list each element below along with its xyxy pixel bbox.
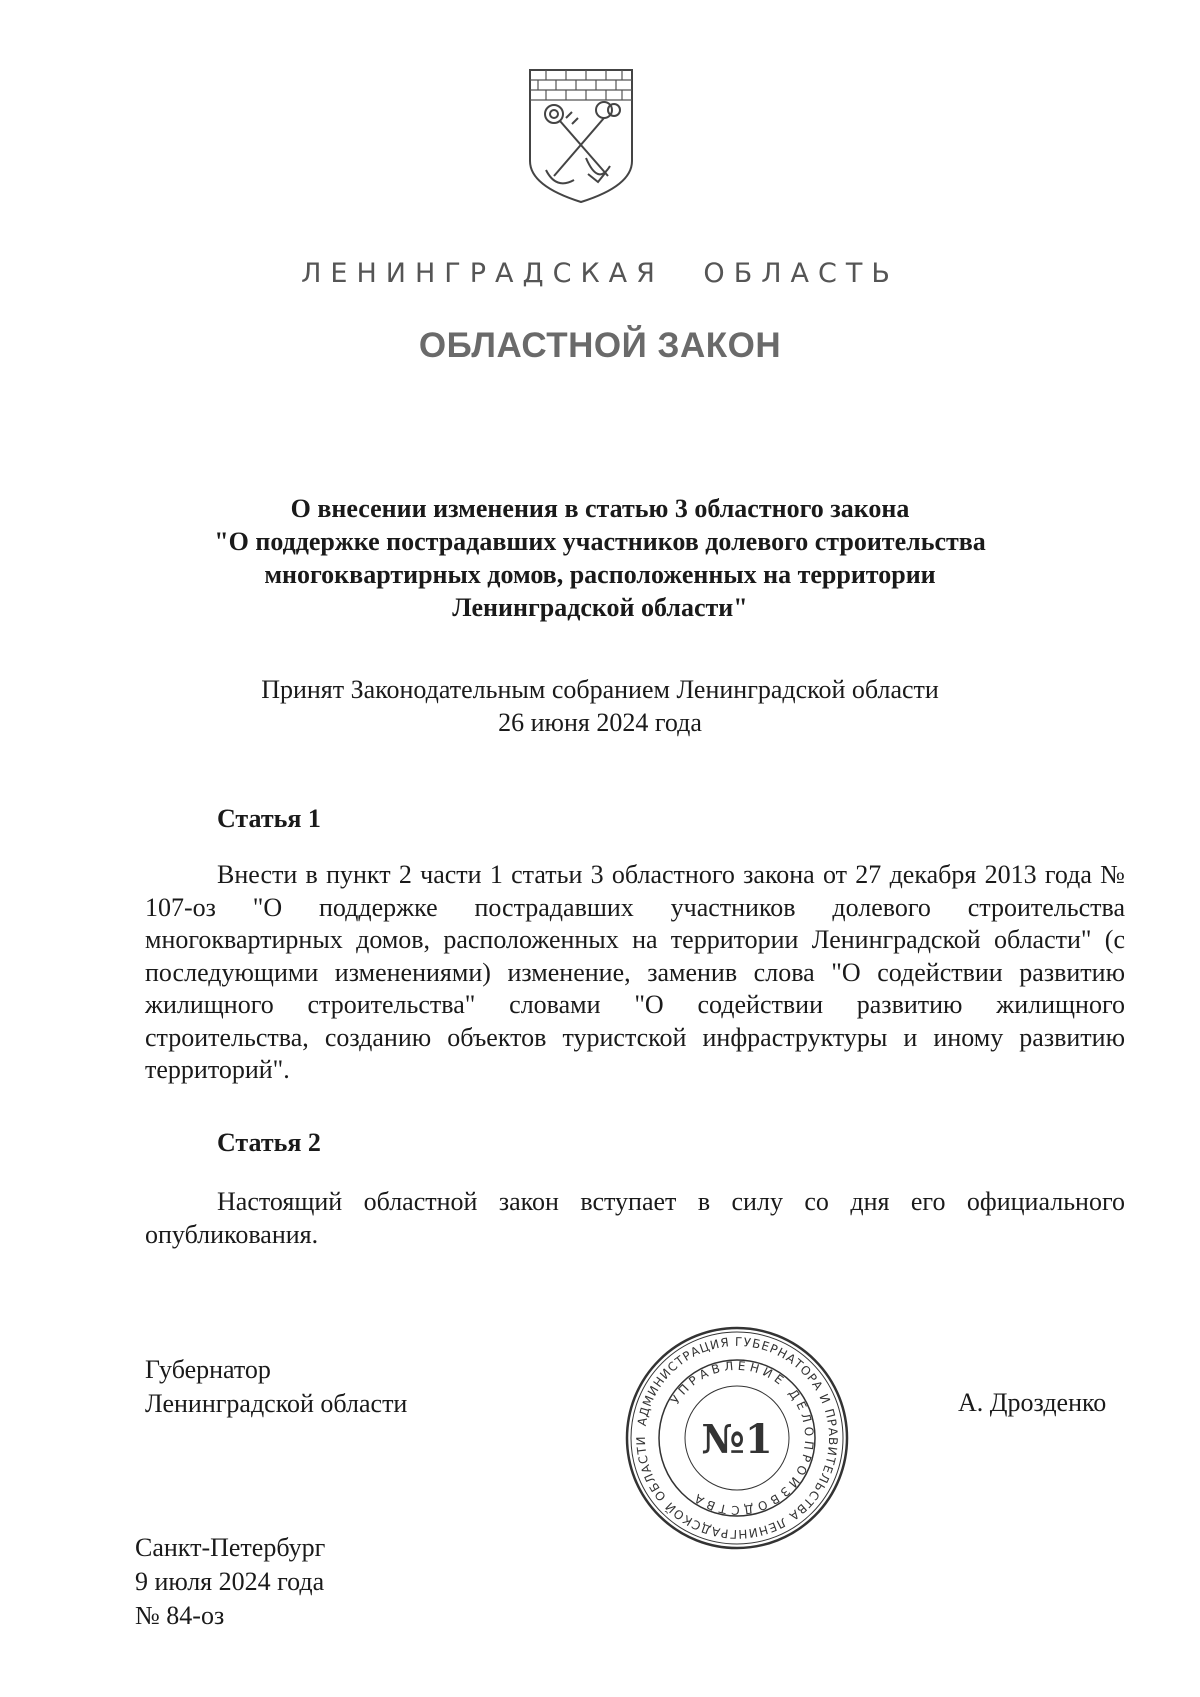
signatory-title: Губернатор [145, 1355, 271, 1384]
official-seal [624, 1325, 850, 1551]
adoption-body: Принят Законодательным собранием Ленинградской области [261, 675, 939, 704]
document-type: ОБЛАСТНОЙ ЗАКОН [418, 326, 782, 365]
article-2-text: Настоящий областной закон вступает в силу со дня его официального опубликования. [145, 1187, 1125, 1249]
signatory-name: А. Дрозденко [958, 1388, 1107, 1417]
law-number: № 84-оз [135, 1601, 225, 1630]
signatory-region: Ленинградской области [145, 1389, 408, 1418]
law-title [150, 492, 1050, 624]
signing-date: 9 июля 2024 года [135, 1567, 325, 1596]
region-name: ЛЕНИНГРАДСКАЯ ОБЛАСТЬ [301, 258, 899, 289]
seal-number: №1 [701, 1416, 773, 1463]
article-2-heading: Статья 2 [217, 1128, 321, 1157]
signatory-position [145, 1353, 407, 1421]
law-title-line: О внесении изменения в статью 3 областного закона [290, 494, 910, 523]
law-title-line: многоквартирных домов, расположенных на территории [264, 560, 936, 589]
adoption-date: 26 июня 2024 года [498, 708, 702, 737]
law-title-line: "О поддержке пострадавших участников долевого строительства [214, 527, 986, 556]
article-1-heading: Статья 1 [217, 804, 321, 833]
article-1-text: Внести в пункт 2 части 1 статьи 3 областного закона от 27 декабря 2013 года № 107-оз "О поддержке пострадавших участников долевого строительства многоквартирных домов, расположенных на территории Ленинградской области" (с последующими изменениями) изменение, заменив слова "О содействии развитию жилищного строительства" словами "О содействии развитию жилищного строительства, созданию объектов туристской инфраструктуры и иному развитию территорий". [145, 860, 1125, 1084]
seal-outer-text: АДМИНИСТРАЦИЯ ГУБЕРНАТОРА И ПРАВИТЕЛЬСТВА ЛЕНИНГРАДСКОЙ ОБЛАСТИ [633, 1334, 841, 1542]
signing-city: Санкт-Петербург [135, 1533, 326, 1562]
adoption-note [150, 673, 1050, 739]
signing-details [135, 1531, 325, 1633]
coat-of-arms-icon [526, 66, 636, 206]
seal-inner-text: УПРАВЛЕНИЕ ДЕЛОПРОИЗВОДСТВА [668, 1358, 817, 1518]
law-title-line: Ленинградской области" [452, 593, 748, 622]
